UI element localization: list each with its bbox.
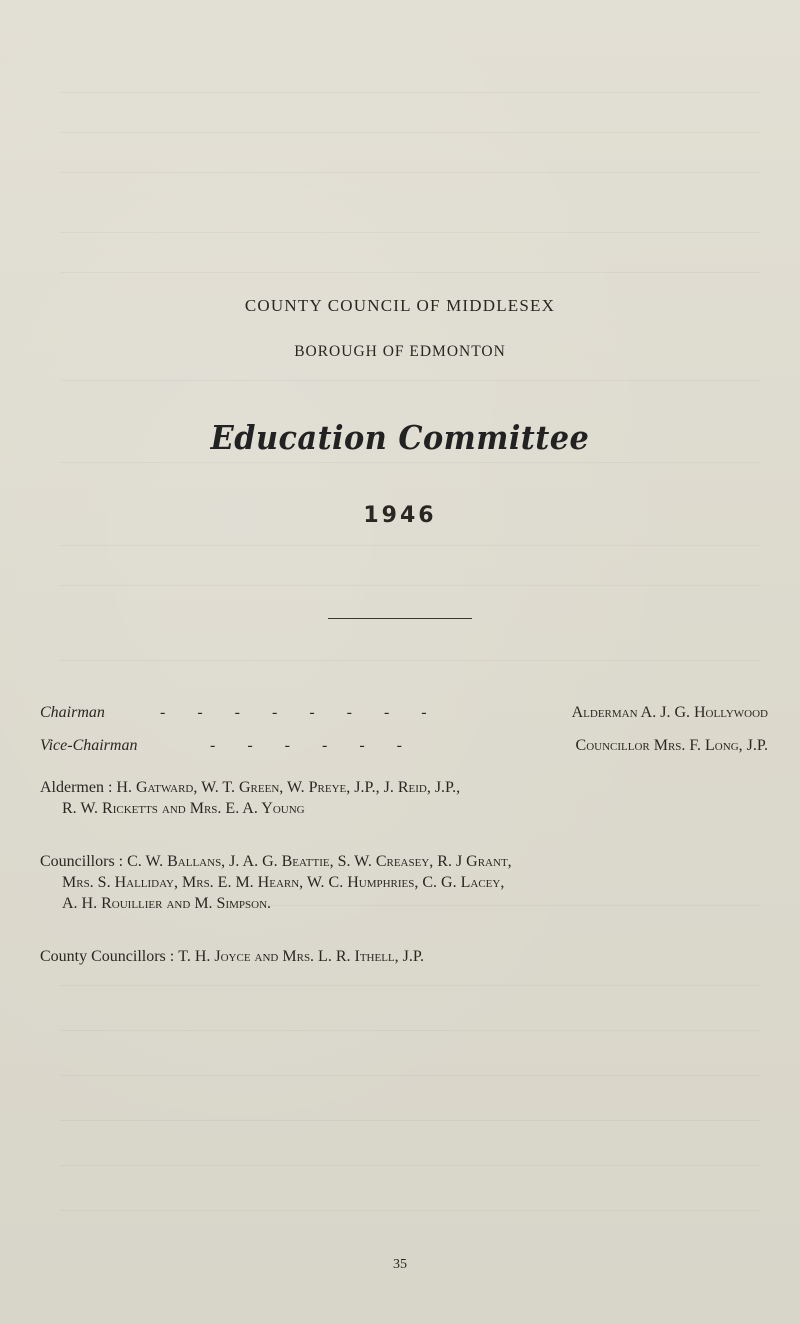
councillors-names-line3: A. H. Rouillier and M. Simpson. <box>62 895 272 912</box>
officer-role: Chairman <box>40 704 105 721</box>
committee-title: Education Committee <box>210 418 590 457</box>
page-number: 35 <box>393 1257 407 1272</box>
county-councillors-block <box>40 946 780 967</box>
leader-dashes: - - - - - - - - <box>160 704 441 721</box>
councillors-block <box>40 851 780 914</box>
officer-holder: Alderman A. J. G. Hollywood <box>571 704 768 721</box>
aldermen-block <box>40 777 780 819</box>
aldermen-label: Aldermen : <box>40 779 113 796</box>
officer-holder: Councillor Mrs. F. Long, J.P. <box>575 737 768 754</box>
aldermen-names-line1: H. Gatward, W. T. Green, W. Preye, J.P., J. Reid, J.P., <box>116 779 461 796</box>
councillors-names-line1: C. W. Ballans, J. A. G. Beattie, S. W. Creasey, R. J Grant, <box>127 853 512 870</box>
county-councillors-label: County Councillors : <box>40 948 175 965</box>
councillors-label: Councillors : <box>40 853 124 870</box>
aldermen-names-line2: R. W. Ricketts and Mrs. E. A. Young <box>62 800 305 817</box>
county-councillors-names: T. H. Joyce and Mrs. L. R. Ithell, J.P. <box>178 948 425 965</box>
borough-heading: BOROUGH OF EDMONTON <box>294 343 506 360</box>
divider-rule <box>328 618 472 619</box>
councillors-names-line2: Mrs. S. Halliday, Mrs. E. M. Hearn, W. C. Humphries, C. G. Lacey, <box>62 874 505 891</box>
leader-dashes: - - - - - - <box>210 737 416 754</box>
officer-row-vice-chairman <box>40 737 768 759</box>
officer-row-chairman <box>40 704 768 726</box>
officer-role: Vice-Chairman <box>40 737 138 754</box>
year-heading: 1946 <box>363 503 437 528</box>
council-heading: COUNTY COUNCIL OF MIDDLESEX <box>244 296 556 315</box>
